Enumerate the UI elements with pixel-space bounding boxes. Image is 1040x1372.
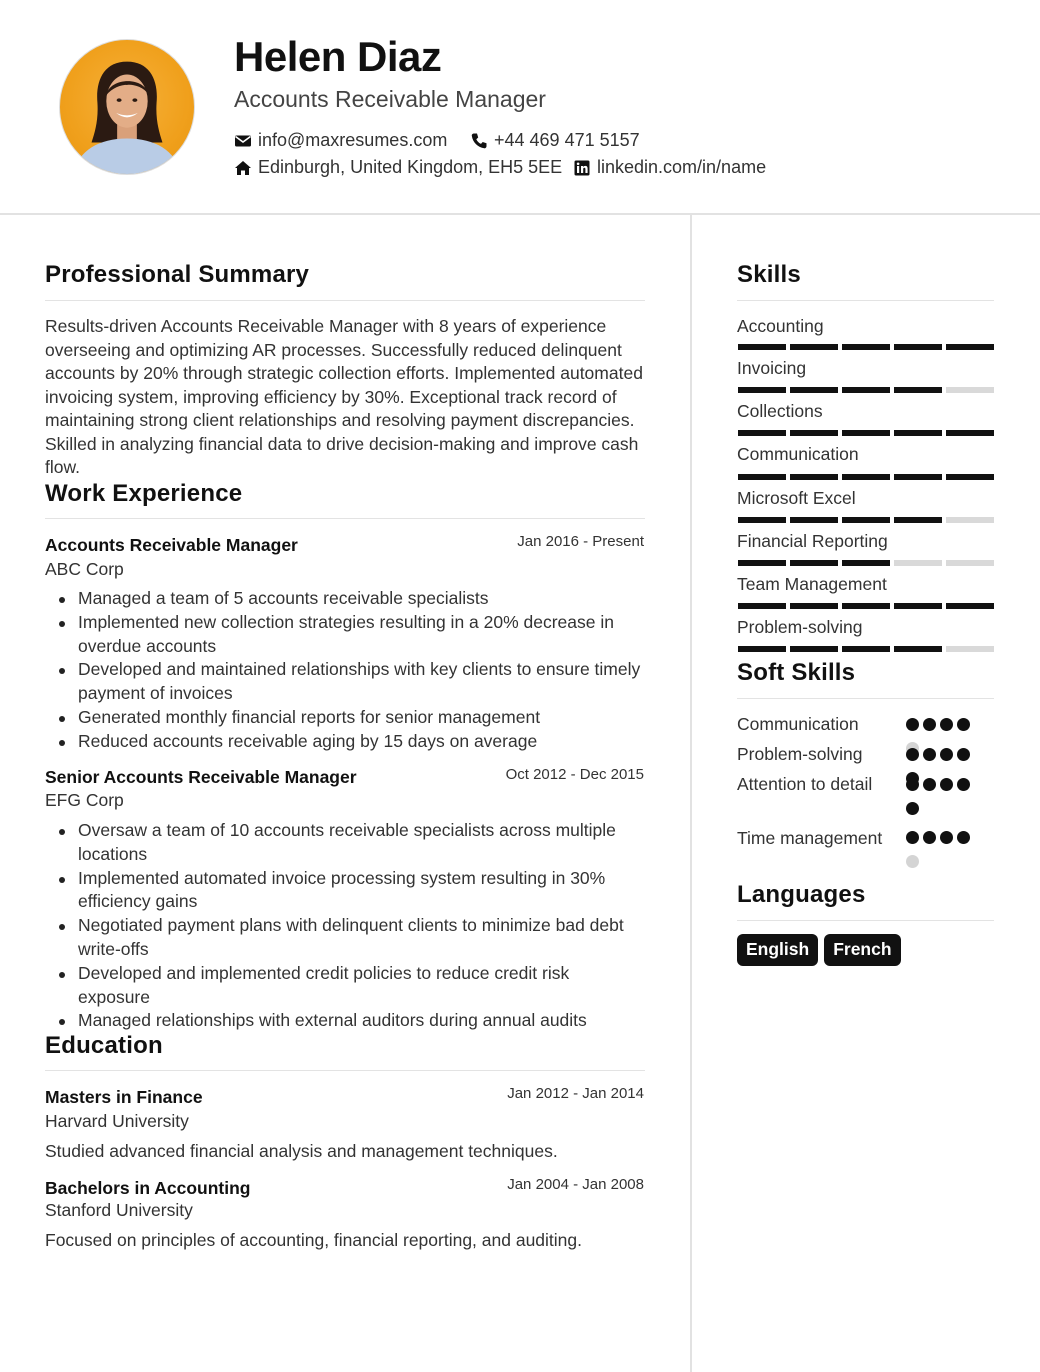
rating-dot	[923, 831, 936, 844]
job-bullet: Developed and maintained relationships with key clients to ensure timely payment of invoices	[45, 658, 645, 706]
soft-skills-heading: Soft Skills	[737, 659, 856, 686]
phone-icon	[470, 132, 488, 150]
rating-dot	[940, 778, 953, 791]
linkedin-icon	[573, 159, 591, 177]
soft-skill-rating	[906, 778, 982, 826]
rating-dot	[906, 778, 919, 791]
language-badge: English	[737, 934, 818, 966]
education-date: Jan 2004 - Jan 2008	[507, 1176, 644, 1193]
address-text: Edinburgh, United Kingdom, EH5 5EE	[258, 157, 563, 177]
summary-text: Results-driven Accounts Receivable Manager with 8 years of experience overseeing and optimizing AR processes. Successfully reduced delinquent accounts by 20% through strategic collection efforts. Implemented automated invoicing system, improving efficiency by 30%. Exceptional track record of maintaining strong client relationships and resolving payment discrepancies. Skilled in analyzing financial data to drive decision-making and improve cash flow.	[45, 316, 643, 477]
skill-level-segment	[738, 560, 786, 566]
skill-name: Collections	[737, 401, 823, 421]
skill-level-segment	[790, 517, 838, 523]
candidate-title: Accounts Receivable Manager	[234, 86, 546, 112]
skill-level-segment	[894, 646, 942, 652]
soft-skill-name: Time management	[737, 828, 883, 848]
job-bullet: Developed and implemented credit policies to reduce credit risk exposure	[45, 962, 645, 1010]
skill-level-segment	[790, 344, 838, 350]
contact-linkedin[interactable]	[573, 157, 766, 178]
experience-heading: Work Experience	[45, 480, 243, 507]
skills-rule	[737, 300, 994, 301]
rating-dot	[906, 718, 919, 731]
skill-name: Financial Reporting	[737, 531, 888, 551]
job-bullet: Implemented automated invoice processing system resulting in 30% efficiency gains	[45, 867, 645, 915]
skill-level-segment	[894, 430, 942, 436]
rating-dot	[957, 718, 970, 731]
skill-level-bar	[738, 517, 994, 523]
contact-address	[234, 157, 562, 178]
soft-skill-name: Attention to detail	[737, 774, 873, 794]
skill-level-segment	[946, 646, 994, 652]
skill-level-segment	[946, 517, 994, 523]
skill-name: Accounting	[737, 316, 824, 336]
email-text: info@maxresumes.com	[258, 130, 448, 150]
skill-level-segment	[842, 646, 890, 652]
skill-level-segment	[894, 474, 942, 480]
soft-skills-rule	[737, 698, 994, 699]
skill-name: Problem-solving	[737, 617, 863, 637]
skill-level-bar	[738, 387, 994, 393]
skill-level-segment	[842, 430, 890, 436]
skill-level-segment	[790, 646, 838, 652]
skill-level-segment	[842, 560, 890, 566]
rating-dot	[906, 802, 919, 815]
skill-level-bar	[738, 646, 994, 652]
skill-level-bar	[738, 344, 994, 350]
job-bullet: Negotiated payment plans with delinquent clients to minimize bad debt write-offs	[45, 914, 645, 962]
job-bullet: Implemented new collection strategies resulting in a 20% decrease in overdue accounts	[45, 611, 645, 659]
skill-level-segment	[790, 603, 838, 609]
rating-dot	[923, 778, 936, 791]
job-title: Senior Accounts Receivable Manager	[45, 767, 357, 787]
rating-dot	[906, 748, 919, 761]
skill-level-segment	[738, 603, 786, 609]
summary-rule	[45, 300, 645, 301]
skill-level-bar	[738, 560, 994, 566]
skill-level-segment	[790, 560, 838, 566]
skill-level-segment	[946, 344, 994, 350]
skill-level-segment	[894, 560, 942, 566]
rating-dot	[940, 831, 953, 844]
degree-title: Masters in Finance	[45, 1087, 203, 1107]
skill-level-segment	[894, 387, 942, 393]
education-heading: Education	[45, 1032, 163, 1059]
skill-level-segment	[946, 474, 994, 480]
rating-dot	[957, 778, 970, 791]
contact-email[interactable]	[234, 130, 447, 151]
rating-dot	[957, 831, 970, 844]
profile-photo-illustration	[60, 40, 194, 174]
skill-level-segment	[894, 517, 942, 523]
degree-title: Bachelors in Accounting	[45, 1178, 251, 1198]
skill-level-segment	[842, 517, 890, 523]
education-description: Focused on principles of accounting, financial reporting, and auditing.	[45, 1230, 583, 1250]
job-title: Accounts Receivable Manager	[45, 535, 298, 555]
profile-photo	[59, 39, 195, 175]
rating-dot	[923, 748, 936, 761]
skill-level-segment	[894, 344, 942, 350]
language-list	[737, 934, 901, 966]
job-date: Jan 2016 - Present	[517, 533, 644, 550]
skill-level-segment	[738, 474, 786, 480]
job-date: Oct 2012 - Dec 2015	[505, 766, 644, 783]
skill-level-segment	[738, 344, 786, 350]
skill-level-segment	[738, 646, 786, 652]
experience-rule	[45, 518, 645, 519]
skill-level-bar	[738, 603, 994, 609]
soft-skill-name: Communication	[737, 714, 859, 734]
job-bullets	[45, 587, 645, 754]
linkedin-text: linkedin.com/in/name	[597, 157, 767, 177]
summary-heading: Professional Summary	[45, 261, 310, 288]
candidate-name: Helen Diaz	[234, 33, 442, 80]
phone-text: +44 469 471 5157	[494, 130, 640, 150]
soft-skill-name: Problem-solving	[737, 744, 863, 764]
skill-level-segment	[842, 603, 890, 609]
skill-level-segment	[738, 430, 786, 436]
skill-level-segment	[946, 430, 994, 436]
skill-level-segment	[790, 474, 838, 480]
rating-dot	[906, 855, 919, 868]
language-badge: French	[824, 934, 900, 966]
skill-level-segment	[790, 387, 838, 393]
skill-name: Microsoft Excel	[737, 488, 856, 508]
job-bullet: Managed relationships with external auditors during annual audits	[45, 1009, 645, 1033]
contact-phone[interactable]	[470, 130, 640, 151]
skill-level-segment	[842, 474, 890, 480]
education-date: Jan 2012 - Jan 2014	[507, 1085, 644, 1102]
soft-skill-rating	[906, 831, 982, 879]
job-bullet: Generated monthly financial reports for senior management	[45, 706, 645, 730]
job-bullet: Reduced accounts receivable aging by 15 days on average	[45, 730, 645, 754]
job-company: EFG Corp	[45, 790, 124, 810]
skill-level-segment	[894, 603, 942, 609]
rating-dot	[940, 718, 953, 731]
skill-level-segment	[842, 387, 890, 393]
skill-level-bar	[738, 474, 994, 480]
envelope-icon	[234, 132, 252, 150]
skill-level-bar	[738, 430, 994, 436]
skill-level-segment	[842, 344, 890, 350]
job-company: ABC Corp	[45, 559, 124, 579]
rating-dot	[923, 718, 936, 731]
skill-level-segment	[946, 387, 994, 393]
school-name: Harvard University	[45, 1111, 189, 1131]
column-divider	[690, 215, 692, 1372]
job-bullets	[45, 819, 645, 1033]
job-bullet: Managed a team of 5 accounts receivable specialists	[45, 587, 645, 611]
skill-level-segment	[946, 560, 994, 566]
rating-dot	[957, 748, 970, 761]
skill-name: Invoicing	[737, 358, 807, 378]
skill-level-segment	[738, 517, 786, 523]
education-description: Studied advanced financial analysis and management techniques.	[45, 1141, 558, 1161]
education-rule	[45, 1070, 645, 1071]
rating-dot	[906, 831, 919, 844]
skill-name: Communication	[737, 444, 859, 464]
rating-dot	[940, 748, 953, 761]
skill-level-segment	[946, 603, 994, 609]
languages-heading: Languages	[737, 881, 866, 908]
home-icon	[234, 159, 252, 177]
skill-level-segment	[738, 387, 786, 393]
resume-header	[0, 0, 1040, 215]
school-name: Stanford University	[45, 1200, 193, 1220]
languages-rule	[737, 920, 994, 921]
skill-name: Team Management	[737, 574, 887, 594]
skills-heading: Skills	[737, 261, 801, 288]
job-bullet: Oversaw a team of 10 accounts receivable specialists across multiple locations	[45, 819, 645, 867]
skill-level-segment	[790, 430, 838, 436]
